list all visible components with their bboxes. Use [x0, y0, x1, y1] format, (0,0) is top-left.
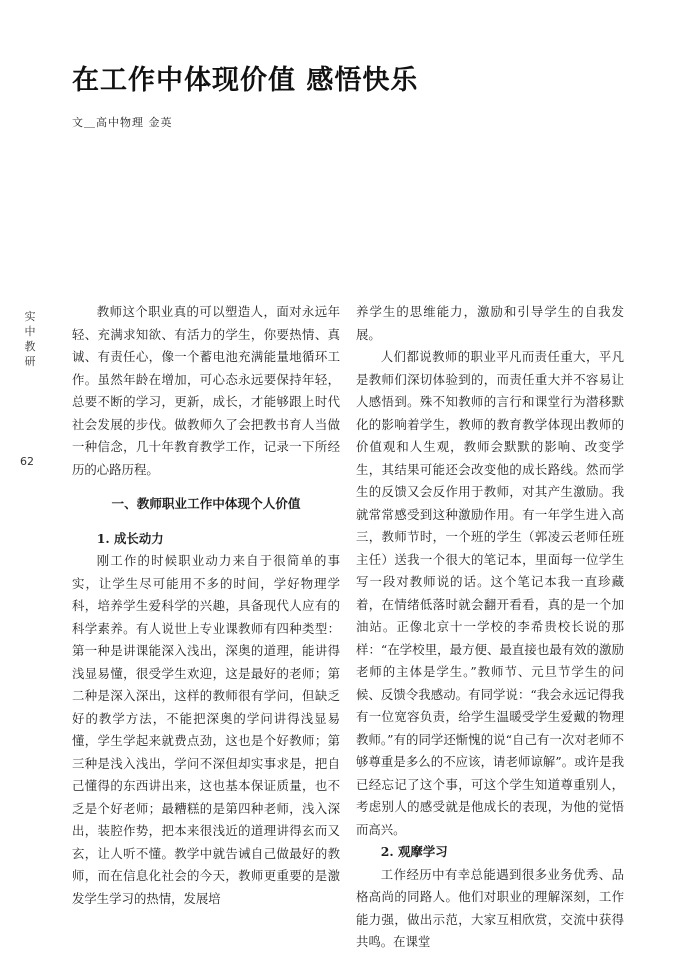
body-paragraph-continued: 养学生的思维能力，激励和引导学生的自我发展。 — [356, 304, 624, 342]
subsection-heading: 1. 成长动力 — [96, 530, 164, 546]
column-label-char: 研 — [24, 355, 36, 368]
intro-paragraph: 教师这个职业真的可以塑造人，面对永远年轻、充满求知欲、有活力的学生，你要热情、真诚、有责任心，像一个蓄电池充满能量地循环工作。虽然年龄在增加，可心态永远要保持年轻，总要不断的学习，更新，成长，才能够跟上时代社会发展的步伐。做教师久了会把教书育人当做一种信念，几十年教育教学工作，记录一下所经历的心路历程。 — [72, 304, 340, 477]
article-byline: 文＿高中物理 金英 — [72, 116, 173, 129]
section-heading: 一、教师职业工作中体现个人价值 — [111, 496, 301, 511]
left-column — [72, 301, 340, 910]
column-label-char: 中 — [24, 325, 36, 338]
column-label-char: 教 — [24, 340, 36, 353]
body-paragraph: 工作经历中有幸总能遇到很多业务优秀、品格高尚的同路人。他们对职业的理解深刻，工作能力强，做出示范，大家互相欣赏，交流中获得共鸣。在课堂 — [356, 866, 624, 949]
subsection-heading: 2. 观摩学习 — [380, 844, 448, 859]
right-column — [356, 301, 624, 954]
column-label-char: 实 — [24, 310, 36, 323]
article-title: 在工作中体现价值 感悟快乐 — [72, 65, 419, 96]
body-paragraph: 刚工作的时候职业动力来自于很简单的事实，让学生尽可能用不多的时间，学好物理学科，培养学生爱科学的兴趣，具备现代人应有的科学素养。有人说世上专业课教师有四种类型：第一种是讲课能深入浅出，深奥的道理，能讲得浅显易懂，很受学生欢迎，这是最好的老师；第二种是深入深出，这样的教师很有学问，但缺乏好的教学方法，不能把深奥的学问讲得浅显易懂，学生学起来就费点劲，这也是个好教师；第三种是浅入浅出，学问不深但却实事求是，把自己懂得的东西讲出来，这也基本保证质量，也不乏是个好老师；最糟糕的是第四种老师，浅入深出，装腔作势，把本来很浅近的道理讲得玄而又玄，让人听不懂。教学中就告诫自己做最好的教师，而在信息化社会的今天，教师更重要的是激发学生学习的热情，发展培 — [72, 553, 340, 906]
body-paragraph: 人们都说教师的职业平凡而责任重大，平凡是教师们深切体验到的，而责任重大并不容易让人感悟到。殊不知教师的言行和课堂行为潜移默化的影响着学生，教师的教育教学体现出教师的价值观和人生观，教师会默默的影响、改变学生，其结果可能还会改变他的成长路线。然而学生的反馈又会反作用于教师，对其产生激励。我就常常感受到这种激励作用。有一年学生进入高三，教师节时，一个班的学生（郭凌云老师任班主任）送我一个很大的笔记本，里面每一位学生写一段对教师说的话。这个笔记本我一直珍藏着，在情绪低落时就会翻开看看，真的是一个加油站。正像北京十一学校的李希贵校长说的那样：“在学校里，最方便、最直接也最有效的激励老师的主体是学生。”教师节、元旦节学生的问候、反馈令我感动。有同学说：“我会永远记得我有一位宽容负责，给学生温暖受学生爱戴的物理教师。”有的同学还惭愧的说“自己有一次对老师不够尊重是多么的不应该，请老师谅解”。或许是我已经忘记了这个事，可这个学生知道尊重别人，考虑别人的感受就是他成长的表现，为他的觉悟而高兴。 — [356, 349, 624, 837]
column-label — [22, 309, 38, 369]
page-number: 62 — [20, 455, 34, 468]
